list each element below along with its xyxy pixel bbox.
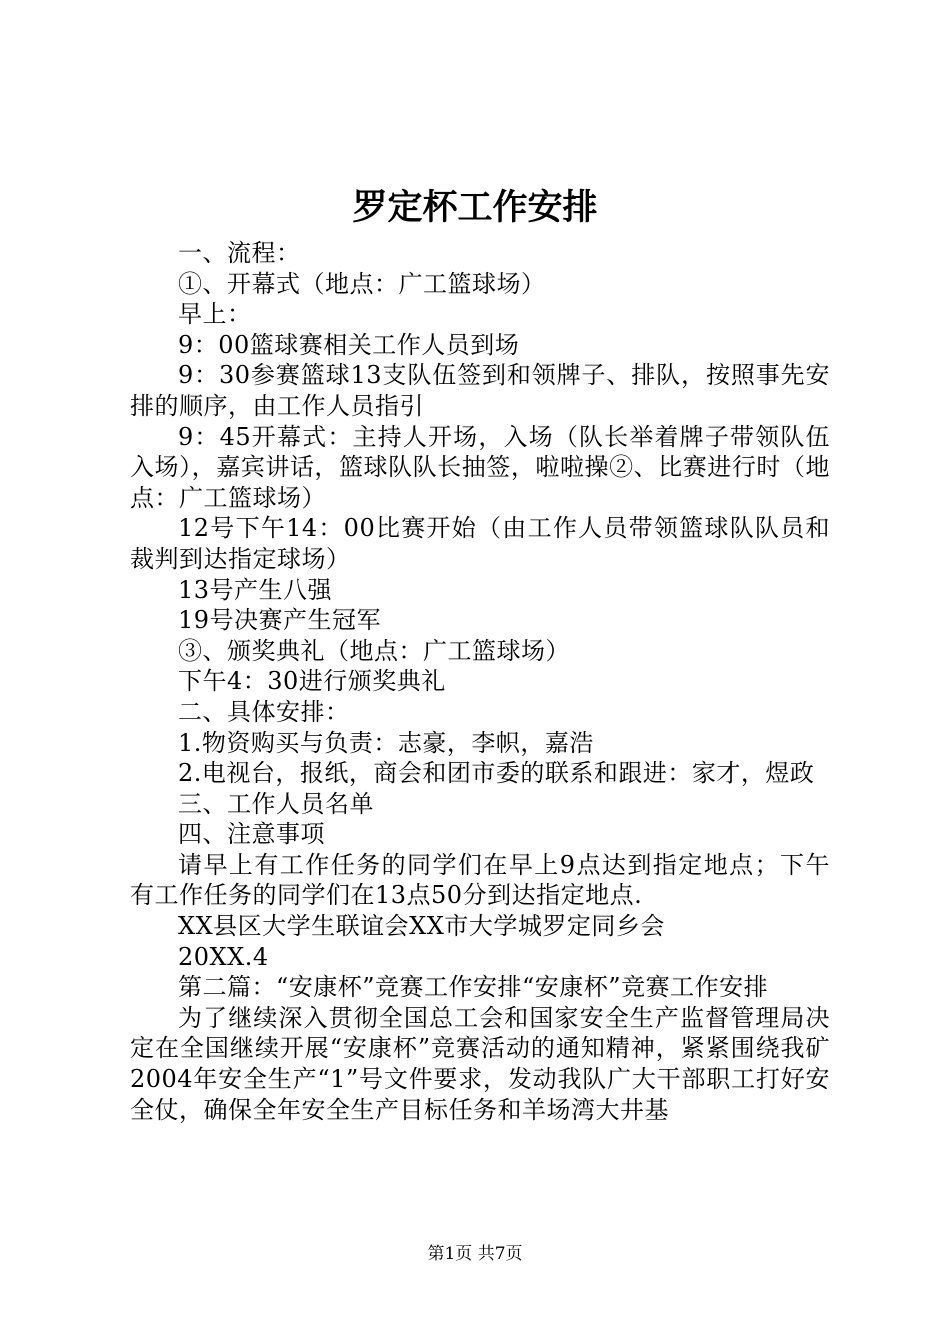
paragraph-0945: 9：45开幕式：主持人开场，入场（队长举着牌子带领队伍入场），嘉宾讲话，篮球队队长抽签，啦啦操②、比赛进行时（地点：广工篮球场） — [130, 422, 830, 512]
paragraph-supplies: 1.物资购买与负责：志豪，李帜，嘉浩 — [178, 728, 594, 757]
paragraph-second-article-body: 为了继续深入贯彻全国总工会和国家安全生产监督管理局决定在全国继续开展“安康杯”竞赛活动的通知精神，紧紧围绕我矿2004年安全生产“1”号文件要求，发动我队广大干部职工打好安全仗，确保全年安全生产目标任务和羊场湾大井基 — [130, 1003, 830, 1124]
section-heading-staff-list: 三、工作人员名单 — [178, 789, 374, 818]
paragraph-morning: 早上： — [178, 300, 252, 329]
paragraph-award-time: 下午4：30进行颁奖典礼 — [178, 667, 446, 696]
paragraph-opening-ceremony: ①、开幕式（地点：广工篮球场） — [178, 269, 546, 298]
paragraph-second-article-title: 第二篇：“安康杯”竞赛工作安排“安康杯”竞赛工作安排 — [178, 973, 769, 1002]
paragraph-notes: 请早上有工作任务的同学们在早上9点达到指定地点；下午有工作任务的同学们在13点50分到达指定地点. — [130, 850, 830, 910]
section-heading-notes: 四、注意事项 — [178, 820, 325, 849]
section-heading-process: 一、流程： — [178, 239, 301, 267]
paragraph-0930: 9：30参赛篮球13支队伍签到和领牌子、排队，按照事先安排的顺序，由工作人员指引 — [130, 361, 830, 420]
document-body — [130, 238, 830, 1125]
paragraph-media-contact: 2.电视台，报纸，商会和团市委的联系和跟进：家才，煜政 — [178, 759, 815, 788]
paragraph-date: 20XX.4 — [178, 942, 269, 971]
paragraph-final: 19号决赛产生冠军 — [178, 606, 382, 635]
page-footer: 第1页 共7页 — [427, 1244, 523, 1264]
section-heading-arrangements: 二、具体安排： — [178, 697, 350, 726]
paragraph-0900: 9：00篮球赛相关工作人员到场 — [178, 330, 520, 359]
paragraph-top-eight: 13号产生八强 — [178, 575, 333, 604]
paragraph-award-ceremony: ③、颁奖典礼（地点：广工篮球场） — [178, 636, 570, 665]
page-title: 罗定杯工作安排 — [352, 187, 598, 228]
paragraph-match-start: 12号下午14：00比赛开始（由工作人员带领篮球队队员和裁判到达指定球场） — [130, 514, 830, 573]
paragraph-organizer: XX县区大学生联谊会XX市大学城罗定同乡会 — [178, 912, 665, 941]
